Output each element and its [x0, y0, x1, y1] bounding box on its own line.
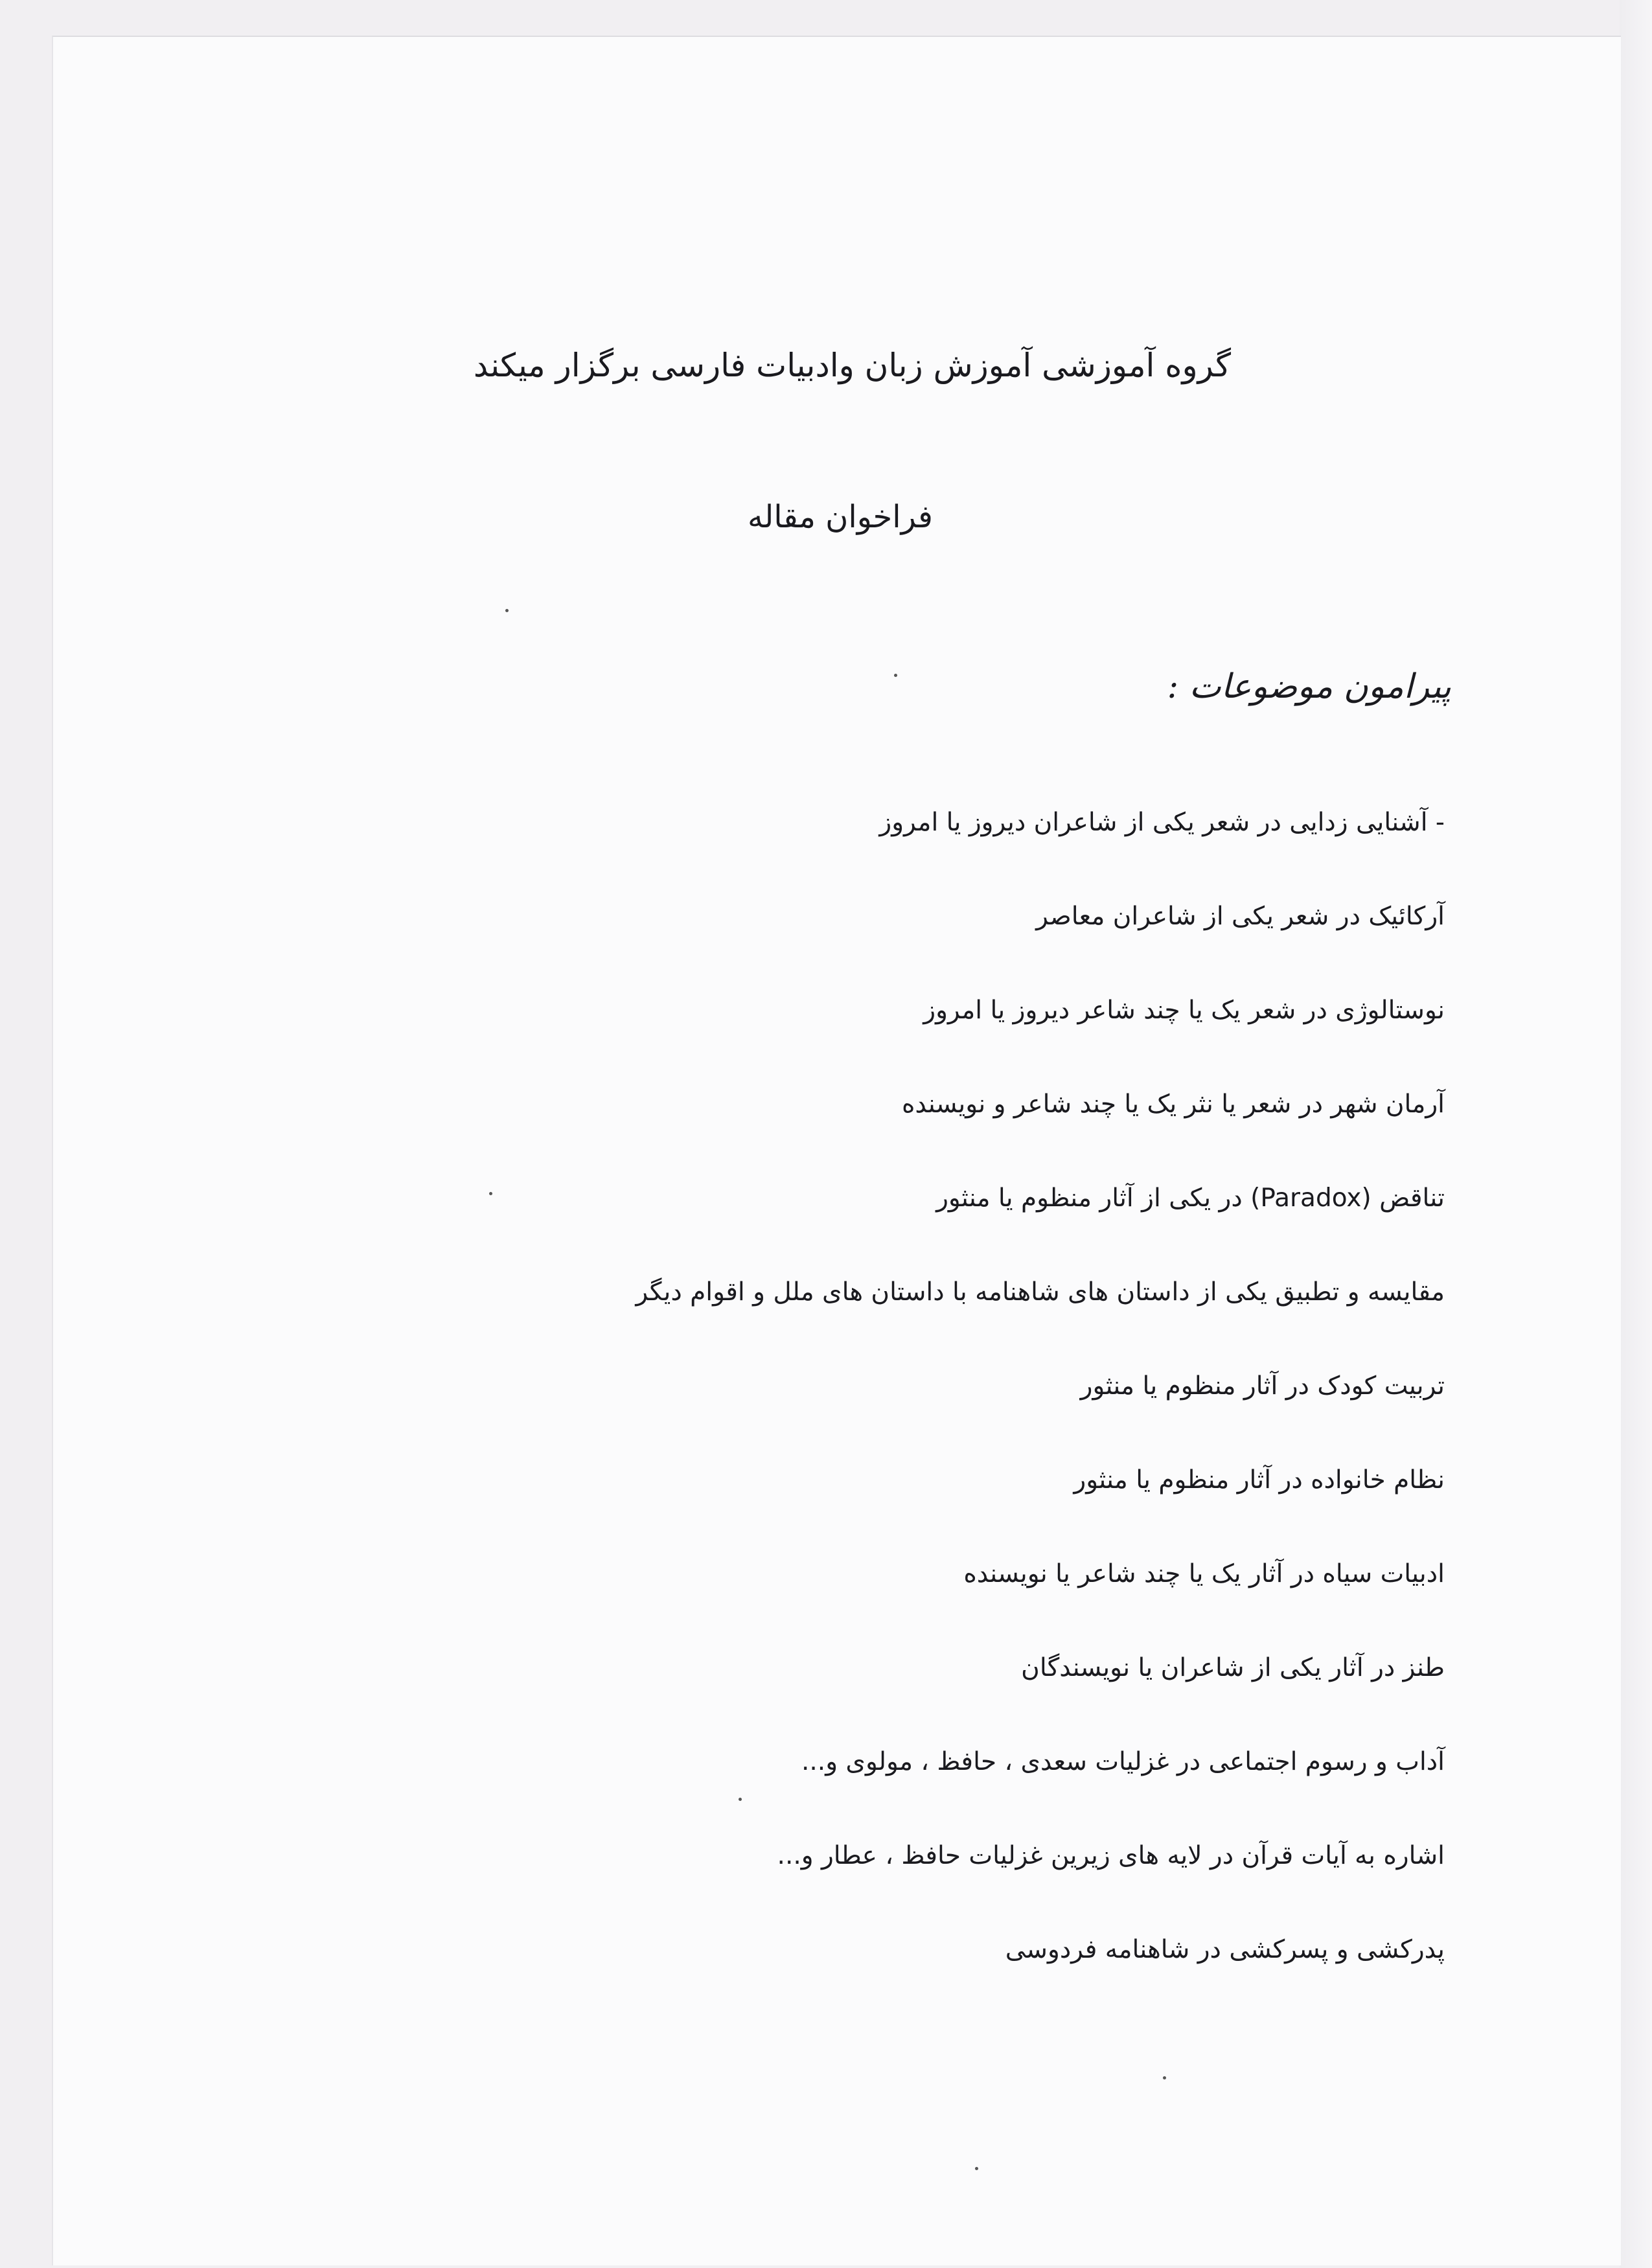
topic-item: نظام خانواده در آثار منظوم یا منثور [1073, 1465, 1445, 1495]
scan-speck [1163, 2076, 1166, 2079]
scan-speck [505, 609, 509, 612]
topic-item: آداب و رسوم اجتماعی در غزلیات سعدی ، حافظ ، مولوی و... [801, 1747, 1445, 1776]
topics-label: پیرامون موضوعات : [1167, 667, 1451, 706]
topic-item: پدرکشی و پسرکشی در شاهنامه فردوسی [1005, 1935, 1445, 1964]
scan-speck [975, 2167, 978, 2170]
topic-item: آرمان شهر در شعر یا نثر یک یا چند شاعر و نویسنده [901, 1090, 1445, 1119]
topic-item: نوستالوژی در شعر یک یا چند شاعر دیروز یا امروز [923, 996, 1445, 1025]
topics-list [636, 797, 1445, 2018]
topic-item: مقایسه و تطبیق یکی از داستان های شاهنامه با داستان های ملل و اقوام دیگر [636, 1277, 1445, 1307]
topic-item: تناقض (Paradox) در یکی از آثار منظوم یا منثور [936, 1184, 1445, 1213]
scan-background-edge [1620, 0, 1652, 2268]
topic-item: آرکائیک در شعر یکی از شاعران معاصر [1036, 902, 1445, 931]
topic-item: - آشنایی زدایی در شعر یکی از شاعران دیروز یا امروز [879, 808, 1445, 837]
scan-speck [739, 1798, 742, 1801]
scan-speck [489, 1192, 492, 1195]
scan-speck [894, 674, 897, 677]
topic-item: طنز در آثار یکی از شاعران یا نویسندگان [1021, 1653, 1445, 1682]
call-for-papers-title: فراخوان مقاله [747, 499, 933, 535]
topic-item: ادبیات سیاه در آثار یک یا چند شاعر یا نویسنده [963, 1559, 1445, 1588]
announcement-heading: گروه آموزشی آموزش زبان وادبیات فارسی برگزار میکند [473, 347, 1231, 384]
topic-item: اشاره به آیات قرآن در لایه های زیرین غزلیات حافظ ، عطار و... [777, 1841, 1445, 1870]
topic-item: تربیت کودک در آثار منظوم یا منثور [1080, 1371, 1445, 1401]
